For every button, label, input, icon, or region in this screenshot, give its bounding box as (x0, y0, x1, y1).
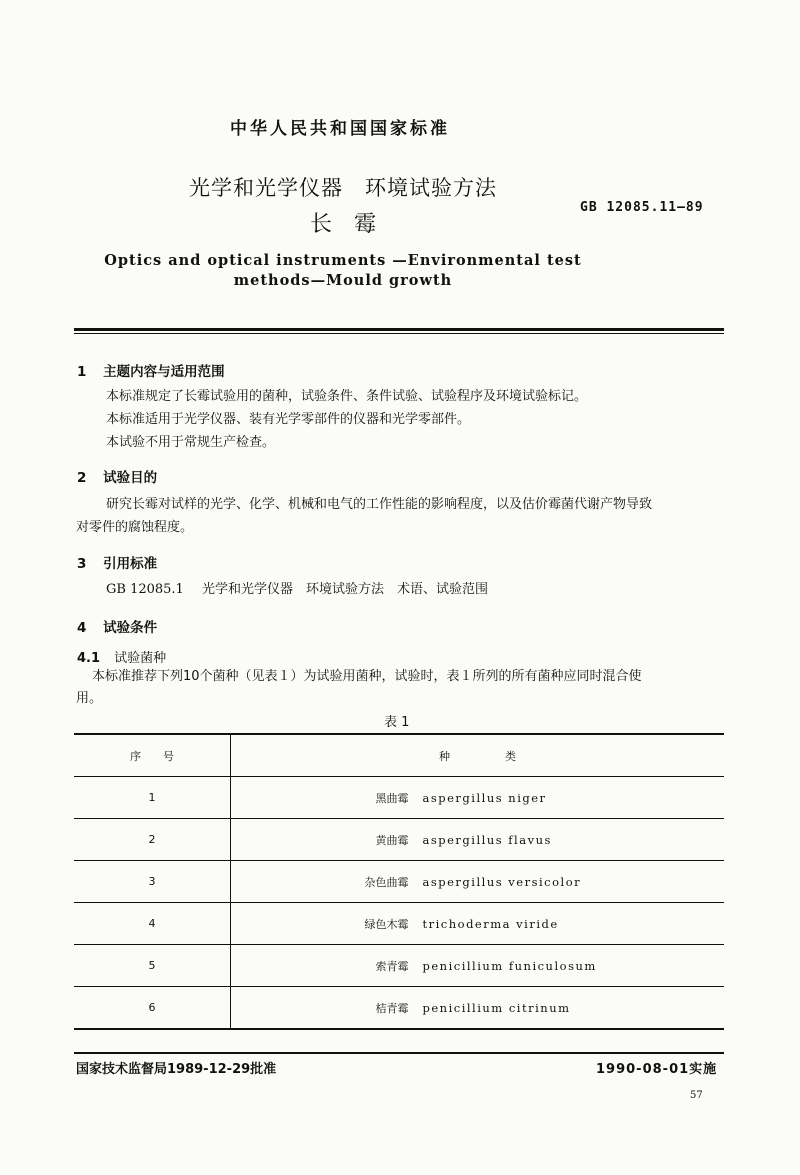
reference-title: 光学和光学仪器 环境试验方法 术语、试验范围 (201, 582, 488, 597)
footer-divider (74, 1052, 724, 1054)
section-title: 引用标准 (103, 556, 158, 572)
species-cell (231, 945, 725, 987)
table-row (74, 945, 724, 987)
document-title-line2: 长 霉 (309, 212, 376, 237)
section-2-paragraph-line2: 对零件的腐蚀程度。 (76, 520, 194, 535)
subsection-title: 试验菌种 (114, 651, 167, 666)
table-row (74, 861, 724, 903)
document-title-line1: 光学和光学仪器 环境试验方法 (189, 176, 497, 200)
species-chinese-name: 杂色曲霉 (364, 875, 409, 889)
subsection-number: 4.1 (77, 651, 101, 666)
species-cell (231, 903, 725, 945)
species-chinese-name: 黄曲霉 (375, 833, 409, 847)
header-divider-thin (74, 333, 724, 334)
section-title: 试验条件 (103, 620, 158, 636)
section-title: 主题内容与适用范围 (103, 364, 225, 380)
table-row (74, 987, 724, 1030)
table-caption: 表 1 (384, 715, 410, 730)
section-number: 2 (77, 470, 87, 486)
row-number-cell: 1 (74, 777, 231, 819)
approval-statement: 国家技术监督局1989-12-29批准 (76, 1062, 277, 1077)
column-header-number: 序 号 (74, 734, 231, 777)
species-latin-name: trichoderma viride (422, 916, 559, 931)
species-chinese-name: 黑曲霉 (375, 791, 409, 805)
row-number-cell: 4 (74, 903, 231, 945)
page-number: 57 (690, 1090, 703, 1101)
header-divider-thick (74, 328, 724, 331)
section-title: 试验目的 (103, 470, 158, 486)
species-cell (231, 819, 725, 861)
row-number-cell: 5 (74, 945, 231, 987)
subsection-4-1-heading (77, 647, 166, 666)
species-cell (231, 777, 725, 819)
section-4-paragraph-line1: 本标准推荐下列10个菌种（见表１）为试验用菌种，试验时，表１所列的所有菌种应同时混合使 (92, 669, 642, 684)
species-cell (231, 861, 725, 903)
section-4-heading (77, 616, 157, 636)
row-number-cell: 2 (74, 819, 231, 861)
standard-number: GB 12085.11—89 (580, 200, 704, 215)
species-latin-name: aspergillus versicolor (422, 874, 582, 889)
section-number: 1 (77, 364, 87, 380)
species-chinese-name: 绿色木霉 (364, 917, 409, 931)
section-number: 3 (77, 556, 87, 572)
table-row (74, 819, 724, 861)
normative-reference (106, 583, 488, 596)
section-4-paragraph-line2: 用。 (76, 691, 103, 706)
effective-date: 1990-08-01实施 (596, 1062, 718, 1077)
species-latin-name: aspergillus flavus (422, 832, 552, 847)
section-3-heading (77, 552, 157, 572)
section-number: 4 (77, 620, 87, 636)
section-1-paragraph-3: 本试验不用于常规生产检查。 (106, 435, 276, 450)
section-2-heading (77, 466, 157, 486)
table-header-row (74, 734, 724, 777)
english-title-line2: methods—Mould growth (233, 272, 453, 289)
species-latin-name: penicillium funiculosum (422, 958, 597, 973)
section-1-heading (77, 360, 225, 380)
species-latin-name: aspergillus niger (422, 790, 547, 805)
species-latin-name: penicillium citrinum (422, 1000, 571, 1015)
species-table (74, 733, 724, 1030)
row-number-cell: 6 (74, 987, 231, 1030)
species-chinese-name: 索青霉 (375, 959, 409, 973)
table-row (74, 903, 724, 945)
english-title-line1: Optics and optical instruments —Environmental test (104, 252, 582, 269)
section-1-paragraph-2: 本标准适用于光学仪器、装有光学零部件的仪器和光学零部件。 (106, 412, 471, 427)
issuer-heading: 中华人民共和国国家标准 (230, 119, 450, 139)
species-chinese-name: 桔青霉 (375, 1001, 409, 1015)
section-2-paragraph-line1: 研究长霉对试样的光学、化学、机械和电气的工作性能的影响程度，以及估价霉菌代谢产物导致 (106, 497, 653, 512)
species-cell (231, 987, 725, 1030)
reference-code: GB 12085.1 (106, 582, 184, 597)
column-header-species: 种 类 (231, 734, 725, 777)
section-1-paragraph-1: 本标准规定了长霉试验用的菌种，试验条件、条件试验、试验程序及环境试验标记。 (106, 389, 588, 404)
row-number-cell: 3 (74, 861, 231, 903)
table-row (74, 777, 724, 819)
